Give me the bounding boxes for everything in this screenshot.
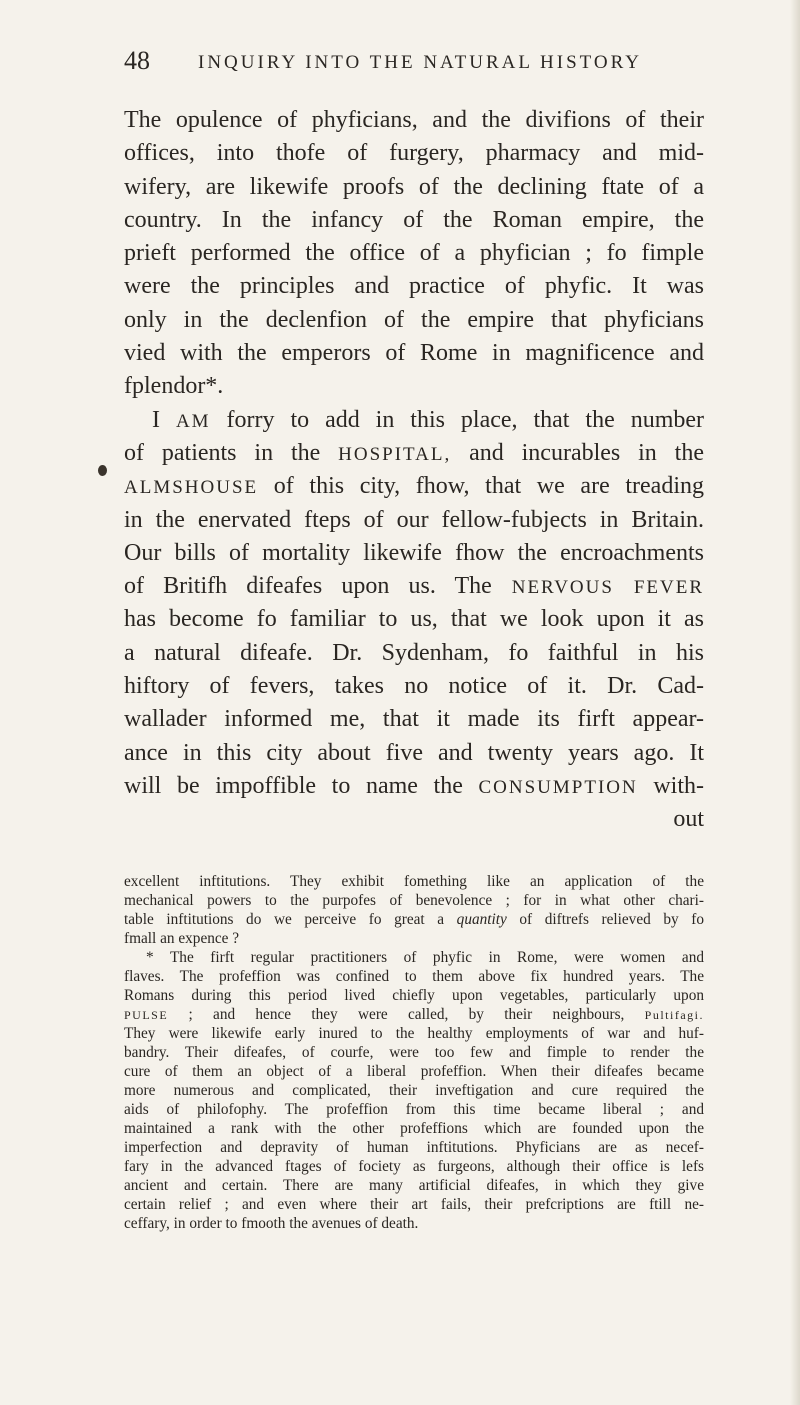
footnote-line: bandry. Their difeafes, of courfe, were too few and fimple to render the <box>124 1044 704 1061</box>
footnote-line: maintained a rank with the other profeffions which are founded upon the <box>124 1120 704 1137</box>
text-span: ; and hence they were called, by their neighbours, <box>168 1006 645 1023</box>
text-span: forry to add in this place, that the number <box>210 406 705 433</box>
body-line: vied with the emperors of Rome in magnificence and <box>124 340 704 367</box>
small-caps-span: HOSPITAL, <box>338 443 452 465</box>
ink-blot <box>98 465 107 476</box>
body-line: hiftory of fevers, takes no notice of it. Dr. Cad- <box>124 673 704 700</box>
footnote-line: ceffary, in order to fmooth the avenues of death. <box>124 1215 419 1232</box>
body-line <box>124 470 704 503</box>
text-span: table inftitutions do we perceive fo great a <box>124 911 457 928</box>
body-line <box>124 437 704 470</box>
body-line: a natural difeafe. Dr. Sydenham, fo faithful in his <box>124 639 704 666</box>
body-line: prieft performed the office of a phyfician ; fo fimple <box>124 240 704 267</box>
small-caps-span: PULSE <box>124 1008 169 1022</box>
text-span: of diftrefs relieved by fo <box>506 911 704 928</box>
text-span: of Britifh difeafes upon us. The <box>124 573 492 600</box>
footnotes <box>124 872 704 1233</box>
body-line: country. In the infancy of the Roman empire, the <box>124 206 704 233</box>
body-line: fplendor*. <box>124 373 224 400</box>
body-line: has become fo familiar to us, that we look upon it as <box>124 606 704 633</box>
footnote-line: fmall an expence ? <box>124 930 240 947</box>
footnote-line: imperfection and depravity of human inftitutions. Phyficians are as necef- <box>124 1139 704 1156</box>
body-line: The opulence of phyficians, and the divifions of their <box>124 107 704 133</box>
body-line: Our bills of mortality likewife fhow the encroachments <box>124 539 704 566</box>
footnote-line: mechanical powers to the purpofes of benevolence ; for in what other chari- <box>124 892 704 909</box>
body-line: wifery, are likewife proofs of the declining ftate of a <box>124 173 704 200</box>
footnote-line: Romans during this period lived chiefly upon vegetables, particularly upon <box>124 987 704 1004</box>
footnote-line: They were likewife early inured to the healthy employments of war and huf- <box>124 1025 704 1042</box>
body-line <box>124 770 704 803</box>
page-header <box>124 46 684 86</box>
footnote-line: more numerous and complicated, their inveftigation and cure required the <box>124 1082 704 1099</box>
text-span: with- <box>637 772 704 799</box>
text-span: I <box>152 406 176 433</box>
body-text <box>124 104 704 837</box>
small-caps-span: CONSUMPTION <box>478 776 638 798</box>
italic-span: quantity <box>456 911 507 928</box>
text-span: will be impoffible to name the <box>124 772 479 799</box>
body-line: offices, into thofe of furgery, pharmacy and mid- <box>124 140 704 167</box>
footnote-line <box>124 1005 704 1024</box>
footnote-line: fary in the advanced ftages of fociety as furgeons, although their office is lefs <box>124 1158 704 1175</box>
footnote-start-line: * The firft regular practitioners of phyfic in Rome, were women and <box>146 949 704 966</box>
small-caps-span: NERVOUS FEVER <box>491 577 704 599</box>
body-line: only in the declenfion of the empire that phyficians <box>124 306 704 333</box>
small-caps-span: Pultifagi. <box>644 1008 704 1022</box>
footnote-line <box>124 910 704 929</box>
body-line: ance in this city about five and twenty years ago. It <box>124 739 704 766</box>
page-edge-shadow <box>790 0 800 1405</box>
body-line: wallader informed me, that it made its firft appear- <box>124 706 704 733</box>
footnote-line: flaves. The profeffion was confined to them above fix hundred years. The <box>124 968 704 985</box>
catchword: out <box>673 806 704 833</box>
footnote-line: ancient and certain. There are many artificial difeafes, in which they give <box>124 1177 704 1194</box>
body-line <box>124 570 704 603</box>
running-head: INQUIRY INTO THE NATURAL HISTORY <box>198 52 642 73</box>
footnote-line: aids of philofophy. The profeffion from this time became liberal ; and <box>124 1101 704 1118</box>
text-span: of this city, fhow, that we are treading <box>258 473 704 500</box>
small-caps-span: AM <box>175 410 211 432</box>
text-span: and incurables in the <box>451 439 704 466</box>
paragraph-start-line <box>124 404 704 437</box>
small-caps-span: ALMSHOUSE <box>124 477 259 499</box>
page-number: 48 <box>124 46 150 75</box>
body-line: in the enervated fteps of our fellow-fubjects in Britain. <box>124 506 704 533</box>
body-line: were the principles and practice of phyfic. It was <box>124 273 704 300</box>
footnote-line: certain relief ; and even where their art fails, their prefcriptions are ftill ne- <box>124 1196 704 1213</box>
footnote-line: excellent inftitutions. They exhibit fomething like an application of the <box>124 873 704 890</box>
text-span: of patients in the <box>124 439 339 466</box>
footnote-line: cure of them an object of a liberal profeffion. When their difeafes became <box>124 1063 704 1080</box>
